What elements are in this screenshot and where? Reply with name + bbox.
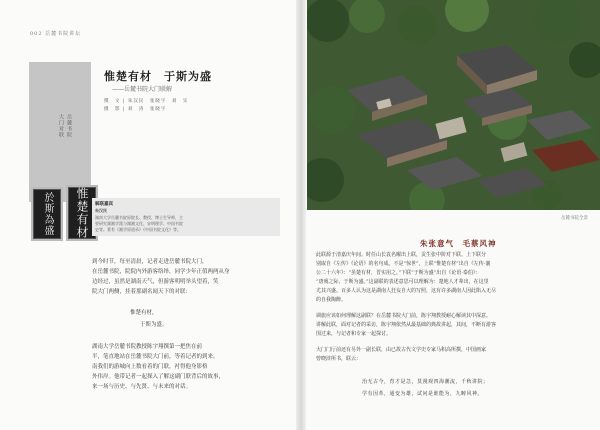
verse-line: 惟楚有材，	[130, 310, 158, 316]
credit-photographers: 摄 影 | 刘 涛 张晓宇	[104, 107, 167, 112]
body-paragraph-line: 别取自《左传》《论语》的名句成。不是“惊世”，上联“惟楚有材”出自《左传·襄	[316, 261, 491, 267]
page-header: 002 岳麓书院讲坛	[30, 31, 82, 37]
body-paragraph-line: 的自我陶醉。	[316, 297, 347, 303]
couplet-plaque-left: 於斯為盛	[31, 187, 63, 241]
body-paragraph-line: 公二十六年》：“虽楚有材，晋实用之。”下联“于斯为盛”出自《论语·泰伯》：	[316, 270, 481, 276]
verse-line: 于斯为盛。	[140, 322, 168, 328]
guest-note-line: 要研究湖湘学派与湖湘文化、宋明理学、中国书院	[95, 221, 183, 226]
body-paragraph-line: 讲解此联，面对记者的采访，陈宇翔依然从最基础的典故讲起，其间，不断有游客	[316, 322, 497, 328]
body-paragraph-line: 到今时节，每至清晨，记者走进岳麓书院大门，	[92, 259, 208, 265]
couplet-plaque-right: 惟楚有材	[66, 185, 98, 241]
guest-note-line: 湖南大学岳麓书院原院长、教授、博士生导师，主	[95, 215, 183, 220]
couplet-verse-line: 学有因革，通变为雄，试问是谁能为，九畴风神。	[362, 391, 484, 397]
body-paragraph-line: 外伟岸。他带记者一起探入了解这副门联背后的故事，	[92, 374, 225, 380]
body-paragraph-line: 半，笔直地站在岳麓书院大门前，等着记者的到来。	[92, 354, 219, 360]
section-title: 朱张意气 毛蔡风神	[420, 239, 497, 248]
body-paragraph-line: 曾晓浒所书，联云：	[316, 356, 362, 362]
guest-note-name: 朱汉民	[95, 208, 107, 213]
photo-caption: 岳麓书院全景	[561, 216, 588, 221]
body-paragraph-line: 来一场与历史、与先贤、与未来的对话。	[92, 384, 192, 390]
guest-note-line: 史等。著有《湘学原道录》《中国书院文化》等。	[95, 227, 181, 232]
book-gutter	[296, 0, 306, 430]
vertical-caption-2: 大门对联	[58, 114, 64, 138]
body-paragraph-line: 此联源于清嘉庆年间。时任山长袁名曜出上联，贡生张中阶对下联。上下联分	[316, 252, 487, 258]
article-subtitle: ——岳麓书院大门联解	[112, 86, 173, 93]
body-paragraph-line: 南我们的游城向上数看着的门联，衬得他身影格	[92, 364, 208, 370]
body-paragraph-line: 湖南大学岳麓书院教授陈宇翔撰第一把焦在前	[92, 344, 203, 350]
article-title: 惟楚有材 于斯为盛	[104, 70, 212, 83]
body-paragraph-line: 围过来，与记者和专家一起探讨。	[316, 331, 392, 337]
couplet-verse-line: 治无古今，育才是急，莫漫观四海潮流，千秋讲院；	[362, 379, 489, 385]
body-paragraph-line: 在岳麓书院，院院内外游客络绎，同学少年正值两两从身	[92, 269, 230, 275]
body-paragraph-line: 尤其兴盛。百多人认为这是湖南人狂妄自大的写照，这有许多湖南人因此陷入无尽	[316, 288, 497, 294]
body-paragraph-line: 调旅应该如何理解这副联？在岳麓书院大门前，陈宇翔教授耐心解读其中深意。	[316, 313, 492, 319]
body-paragraph-line: “唐虞之际，于斯为盛。”这副联的表述意思可以理解为：楚地人才辈出，在这里	[316, 279, 489, 285]
guest-note-title: 解联嘉宾	[95, 202, 113, 207]
credit-writers: 撰 文 | 朱汉民 张晓宇 刘 实	[104, 99, 189, 104]
body-paragraph-line: 院大门两侧，挂着那副名闻天下的对联：	[92, 289, 192, 295]
academy-aerial-photo	[307, 0, 600, 210]
body-paragraph-line: 边经过，虽然是湖南天气，但游客明明举头望着，笑	[92, 279, 219, 285]
vertical-caption-1: 岳麓书院	[66, 114, 72, 138]
body-paragraph-line: 大门门厅前还有另外一副长联，由已故古代文学史专家马积高所撰，中国画家	[316, 347, 487, 353]
